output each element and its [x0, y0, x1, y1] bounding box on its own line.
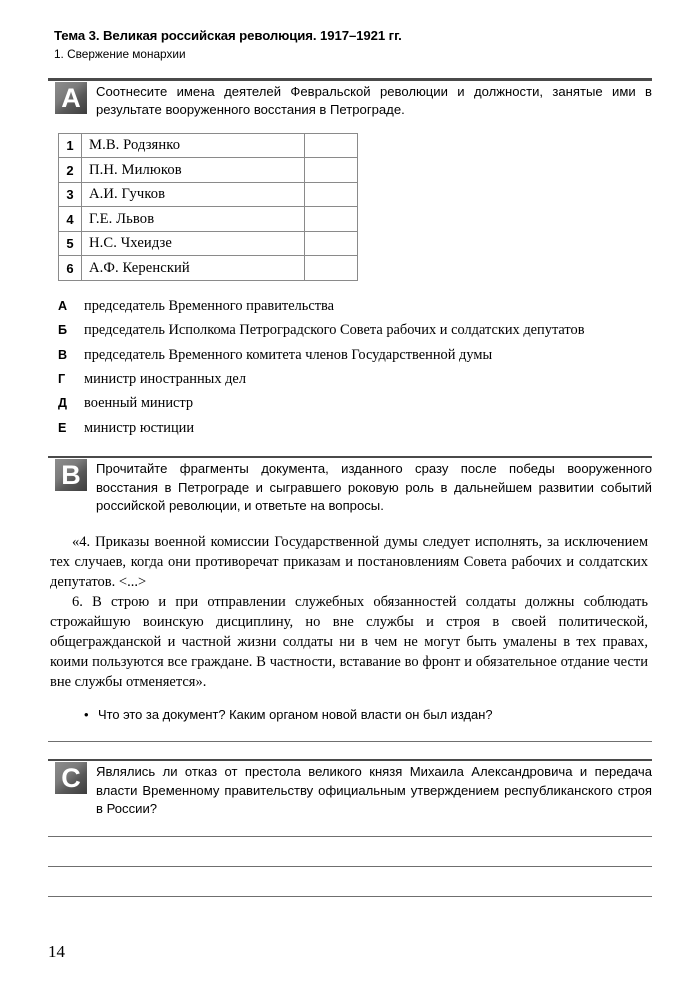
list-item	[58, 393, 654, 414]
answer-line[interactable]	[48, 836, 652, 837]
subtopic-title: 1. Свержение монархии	[54, 46, 186, 61]
row-name: А.Ф. Керенский	[82, 256, 305, 281]
list-item	[58, 369, 654, 390]
table-row	[59, 182, 358, 207]
task-c-prompt: Являлись ли отказ от престола великого князя Михаила Александровича и передача власти Временному правительству официальным утверждением республиканского строя в России?	[96, 764, 652, 817]
task-c-badge-icon: C	[55, 762, 87, 794]
list-item	[58, 296, 654, 317]
option-text: председатель Исполкома Петроградского Совета рабочих и солдатских депутатов	[84, 322, 585, 339]
answer-line[interactable]	[48, 741, 652, 742]
bullet-question-text: Что это за документ? Каким органом новой власти он был издан?	[98, 706, 493, 722]
row-number: 1	[59, 133, 82, 158]
row-name: П.Н. Милюков	[82, 158, 305, 183]
task-b-badge-icon: B	[55, 459, 87, 491]
option-key: Е	[58, 420, 67, 435]
task-b-prompt: Прочитайте фрагменты документа, изданного сразу после победы вооруженного восстания в Петрограде и сыгравшего роковую роль в дальнейшем развитии событий российской революции, и ответьте на вопросы.	[96, 461, 652, 514]
row-answer-cell[interactable]	[305, 207, 358, 232]
table-row	[59, 133, 358, 158]
task-c-answer-lines	[48, 836, 654, 897]
table-row	[59, 158, 358, 183]
row-name: М.В. Родзянко	[82, 133, 305, 158]
list-item	[58, 320, 654, 341]
row-number: 6	[59, 256, 82, 281]
option-text: председатель Временного комитета членов Государственной думы	[84, 346, 493, 363]
answer-line[interactable]	[48, 866, 652, 867]
list-item	[84, 706, 654, 724]
options-list	[58, 296, 654, 439]
task-b	[48, 456, 654, 742]
match-table	[58, 133, 358, 281]
option-text: министр юстиции	[84, 419, 195, 436]
task-a-prompt: Соотнесите имена деятелей Февральской революции и должности, занятые ими в результате вооруженного восстания в Петрограде.	[96, 83, 652, 118]
task-b-header	[48, 458, 654, 516]
option-text: министр иностранных дел	[84, 371, 247, 388]
page-number: 14	[48, 942, 65, 961]
row-number: 5	[59, 231, 82, 256]
list-item	[58, 345, 654, 366]
row-answer-cell[interactable]	[305, 182, 358, 207]
task-c-header	[48, 761, 654, 819]
row-name: А.И. Гучков	[82, 182, 305, 207]
row-number: 3	[59, 182, 82, 207]
page-header	[48, 28, 654, 61]
row-answer-cell[interactable]	[305, 231, 358, 256]
bullet-question-list	[84, 706, 654, 724]
bullet-icon: •	[84, 706, 89, 722]
row-number: 4	[59, 207, 82, 232]
table-row	[59, 231, 358, 256]
option-key: Б	[58, 323, 68, 338]
option-key: А	[58, 298, 68, 313]
task-a-badge-icon: A	[55, 82, 87, 114]
row-number: 2	[59, 158, 82, 183]
match-table-body	[59, 133, 358, 280]
row-answer-cell[interactable]	[305, 133, 358, 158]
option-text: председатель Временного правительства	[84, 297, 335, 314]
table-row	[59, 207, 358, 232]
option-text: военный министр	[84, 395, 194, 412]
quote-paragraph-2: 6. В строю и при отправлении служебных обязанностей солдаты должны соблюдать строжайшую воинскую дисциплину, но вне службы и строя в своей политической, общегражданской и частной жизни солдаты ни в чем не могут быть умалены в тех правах, коими пользуются все граждане. В частности, вставание во фронт и обязательное отдание чести вне службы отменяется».	[50, 594, 648, 691]
topic-title: Тема 3. Великая российская революция. 1917–1921 гг.	[54, 28, 402, 43]
option-key: В	[58, 347, 68, 362]
task-c	[48, 759, 654, 897]
task-b-answer-lines	[48, 741, 654, 742]
list-item	[58, 418, 654, 439]
row-name: Н.С. Чхеидзе	[82, 231, 305, 256]
document-quote	[50, 532, 648, 693]
table-row	[59, 256, 358, 281]
option-key: Д	[58, 396, 67, 411]
option-key: Г	[58, 372, 66, 387]
task-a-header	[48, 81, 654, 120]
row-answer-cell[interactable]	[305, 256, 358, 281]
row-answer-cell[interactable]	[305, 158, 358, 183]
quote-paragraph-1: «4. Приказы военной комиссии Государственной думы следует исполнять, за исключением тех случаев, когда они противоречат приказам и постановлениям Совета рабочих и солдатских депутатов. <...>	[50, 533, 648, 591]
task-a	[48, 78, 654, 438]
row-name: Г.Е. Львов	[82, 207, 305, 232]
answer-line[interactable]	[48, 896, 652, 897]
